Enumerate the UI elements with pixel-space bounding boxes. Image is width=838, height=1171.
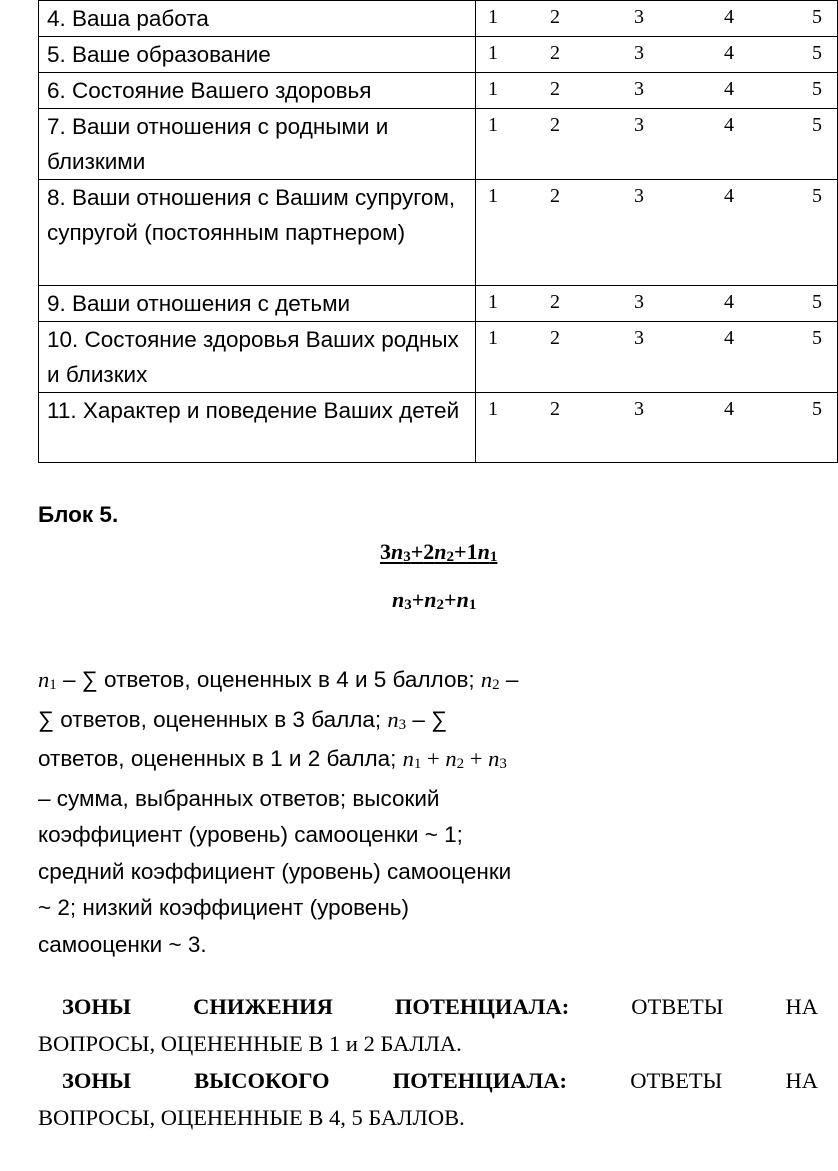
rating-option-5: 5 — [812, 114, 822, 136]
rating-option-3: 3 — [634, 6, 644, 28]
table-row — [39, 37, 838, 73]
rating-option-1: 1 — [488, 42, 498, 64]
low-potential-zone-line2: ВОПРОСЫ, ОЦЕНЕННЫЕ В 1 и 2 БАЛЛА. — [38, 1031, 462, 1056]
rating-option-3: 3 — [634, 291, 644, 313]
var-n: n — [480, 667, 493, 692]
plus-sign: + — [421, 746, 446, 771]
rating-scale-cell — [476, 322, 838, 393]
question-cell: 4. Ваша работа — [39, 1, 476, 37]
table-row — [39, 393, 838, 463]
question-cell: 7. Ваши отношения с родными и близкими — [39, 109, 476, 180]
rating-option-3: 3 — [634, 42, 644, 64]
rating-option-3: 3 — [634, 78, 644, 100]
rating-option-4: 4 — [724, 6, 734, 28]
legend-line — [38, 741, 578, 781]
rating-scale-cell — [476, 1, 838, 37]
formula-numerator — [380, 538, 497, 569]
plus-sign: + — [444, 587, 457, 612]
rating-option-2: 2 — [550, 6, 560, 28]
rating-option-1: 1 — [488, 291, 498, 313]
rating-option-2: 2 — [550, 327, 560, 349]
formula-denominator — [392, 586, 476, 617]
rating-option-2: 2 — [550, 291, 560, 313]
rating-scale-cell — [476, 393, 838, 463]
legend-line: средний коэффициент (уровень) самооценки — [38, 858, 512, 884]
question-cell: 8. Ваши отношения с Вашим супругом, супругой (постоянным партнером) — [39, 180, 476, 286]
rating-option-3: 3 — [634, 114, 644, 136]
question-cell: 11. Характер и поведение Ваших детей — [39, 393, 476, 463]
question-cell: 6. Состояние Вашего здоровья — [39, 73, 476, 109]
subscript: 3 — [403, 549, 411, 565]
high-potential-zone-label: ЗОНЫ ВЫСОКОГО ПОТЕНЦИАЛА: — [62, 1068, 567, 1093]
var-n: n — [392, 587, 405, 612]
subscript: 1 — [413, 756, 422, 772]
rating-option-4: 4 — [724, 327, 734, 349]
legend-text: ответов, оцененных в 1 и 2 балла; — [38, 746, 403, 771]
coef-2: 2 — [423, 539, 435, 564]
plus-sign: + — [410, 539, 424, 564]
legend-text: – ∑ — [406, 706, 448, 732]
subscript: 3 — [499, 756, 507, 772]
rating-option-2: 2 — [550, 114, 560, 136]
legend-line: самооценки ~ 3. — [38, 931, 207, 957]
rating-option-4: 4 — [724, 185, 734, 207]
var-n: n — [477, 539, 490, 564]
rating-option-1: 1 — [488, 114, 498, 136]
rating-option-5: 5 — [812, 327, 822, 349]
subscript: 1 — [49, 677, 57, 693]
table-row — [39, 73, 838, 109]
low-potential-zone-line1 — [38, 988, 818, 1025]
rating-scale-cell — [476, 286, 838, 322]
rating-option-4: 4 — [724, 114, 734, 136]
survey-table-body — [39, 1, 838, 463]
rating-option-2: 2 — [550, 185, 560, 207]
plus-sign: + — [464, 746, 489, 771]
rating-option-5: 5 — [812, 42, 822, 64]
rating-option-1: 1 — [488, 78, 498, 100]
rating-option-3: 3 — [634, 185, 644, 207]
rating-option-2: 2 — [550, 398, 560, 420]
rating-option-1: 1 — [488, 398, 498, 420]
rating-option-5: 5 — [812, 185, 822, 207]
var-n: n — [445, 746, 457, 771]
high-potential-zone-line2: ВОПРОСЫ, ОЦЕНЕННЫЕ В 4, 5 БАЛЛОВ. — [38, 1105, 465, 1130]
rating-option-4: 4 — [724, 291, 734, 313]
rating-option-2: 2 — [550, 42, 560, 64]
table-row — [39, 180, 838, 286]
legend-line — [38, 702, 578, 742]
rating-option-3: 3 — [634, 327, 644, 349]
subscript: 2 — [446, 549, 455, 565]
coef-1: 1 — [466, 539, 478, 564]
plus-sign: + — [411, 587, 425, 612]
var-n: n — [402, 746, 414, 771]
rating-option-5: 5 — [812, 398, 822, 420]
rating-option-4: 4 — [724, 78, 734, 100]
rating-option-4: 4 — [724, 42, 734, 64]
legend-line: – сумма, выбранных ответов; высокий — [38, 785, 440, 811]
rating-scale-cell — [476, 73, 838, 109]
question-cell: 10. Состояние здоровья Ваших родных и близких — [39, 322, 476, 393]
legend-text: – ∑ ответов, оцененных в 4 и 5 баллов; — [56, 667, 481, 692]
table-row — [39, 109, 838, 180]
high-potential-zone-text: ОТВЕТЫ НА — [567, 1068, 818, 1093]
var-n: n — [387, 706, 399, 732]
subscript: 1 — [468, 597, 477, 613]
question-cell: 5. Ваше образование — [39, 37, 476, 73]
var-n: n — [38, 667, 50, 692]
table-row — [39, 286, 838, 322]
rating-option-4: 4 — [724, 398, 734, 420]
var-n: n — [456, 587, 469, 612]
var-n: n — [434, 539, 447, 564]
plus-sign: + — [454, 539, 467, 564]
subscript: 3 — [404, 597, 412, 613]
block-title: Блок 5. — [38, 502, 119, 527]
legend-text: ∑ ответов, оцененных в 3 балла; — [38, 706, 388, 732]
rating-option-1: 1 — [488, 6, 498, 28]
rating-scale-cell — [476, 109, 838, 180]
table-row — [39, 322, 838, 393]
low-potential-zone-label: ЗОНЫ СНИЖЕНИЯ ПОТЕНЦИАЛА: — [62, 994, 570, 1019]
low-potential-zone-text: ОТВЕТЫ НА — [569, 994, 818, 1019]
legend-line — [38, 662, 578, 702]
subscript: 2 — [436, 597, 445, 613]
rating-option-1: 1 — [488, 327, 498, 349]
rating-option-5: 5 — [812, 6, 822, 28]
rating-option-5: 5 — [812, 78, 822, 100]
rating-option-2: 2 — [550, 78, 560, 100]
legend-text: – — [499, 667, 519, 692]
var-n: n — [488, 746, 500, 771]
rating-scale-cell — [476, 180, 838, 286]
question-cell: 9. Ваши отношения с детьми — [39, 286, 476, 322]
legend-line: ~ 2; низкий коэффициент (уровень) — [38, 895, 409, 920]
subscript: 2 — [456, 756, 465, 772]
high-potential-zone-line1 — [38, 1062, 818, 1099]
rating-option-3: 3 — [634, 398, 644, 420]
coef-3: 3 — [380, 539, 391, 564]
legend-line: коэффициент (уровень) самооценки ~ 1; — [38, 822, 463, 847]
table-row — [39, 1, 838, 37]
formula-legend — [38, 662, 578, 963]
subscript: 3 — [398, 716, 407, 733]
rating-scale-cell — [476, 37, 838, 73]
rating-option-1: 1 — [488, 185, 498, 207]
survey-table — [38, 0, 838, 463]
subscript: 2 — [492, 677, 500, 693]
rating-option-5: 5 — [812, 291, 822, 313]
var-n: n — [424, 587, 437, 612]
subscript: 1 — [489, 549, 498, 565]
var-n: n — [391, 539, 404, 564]
